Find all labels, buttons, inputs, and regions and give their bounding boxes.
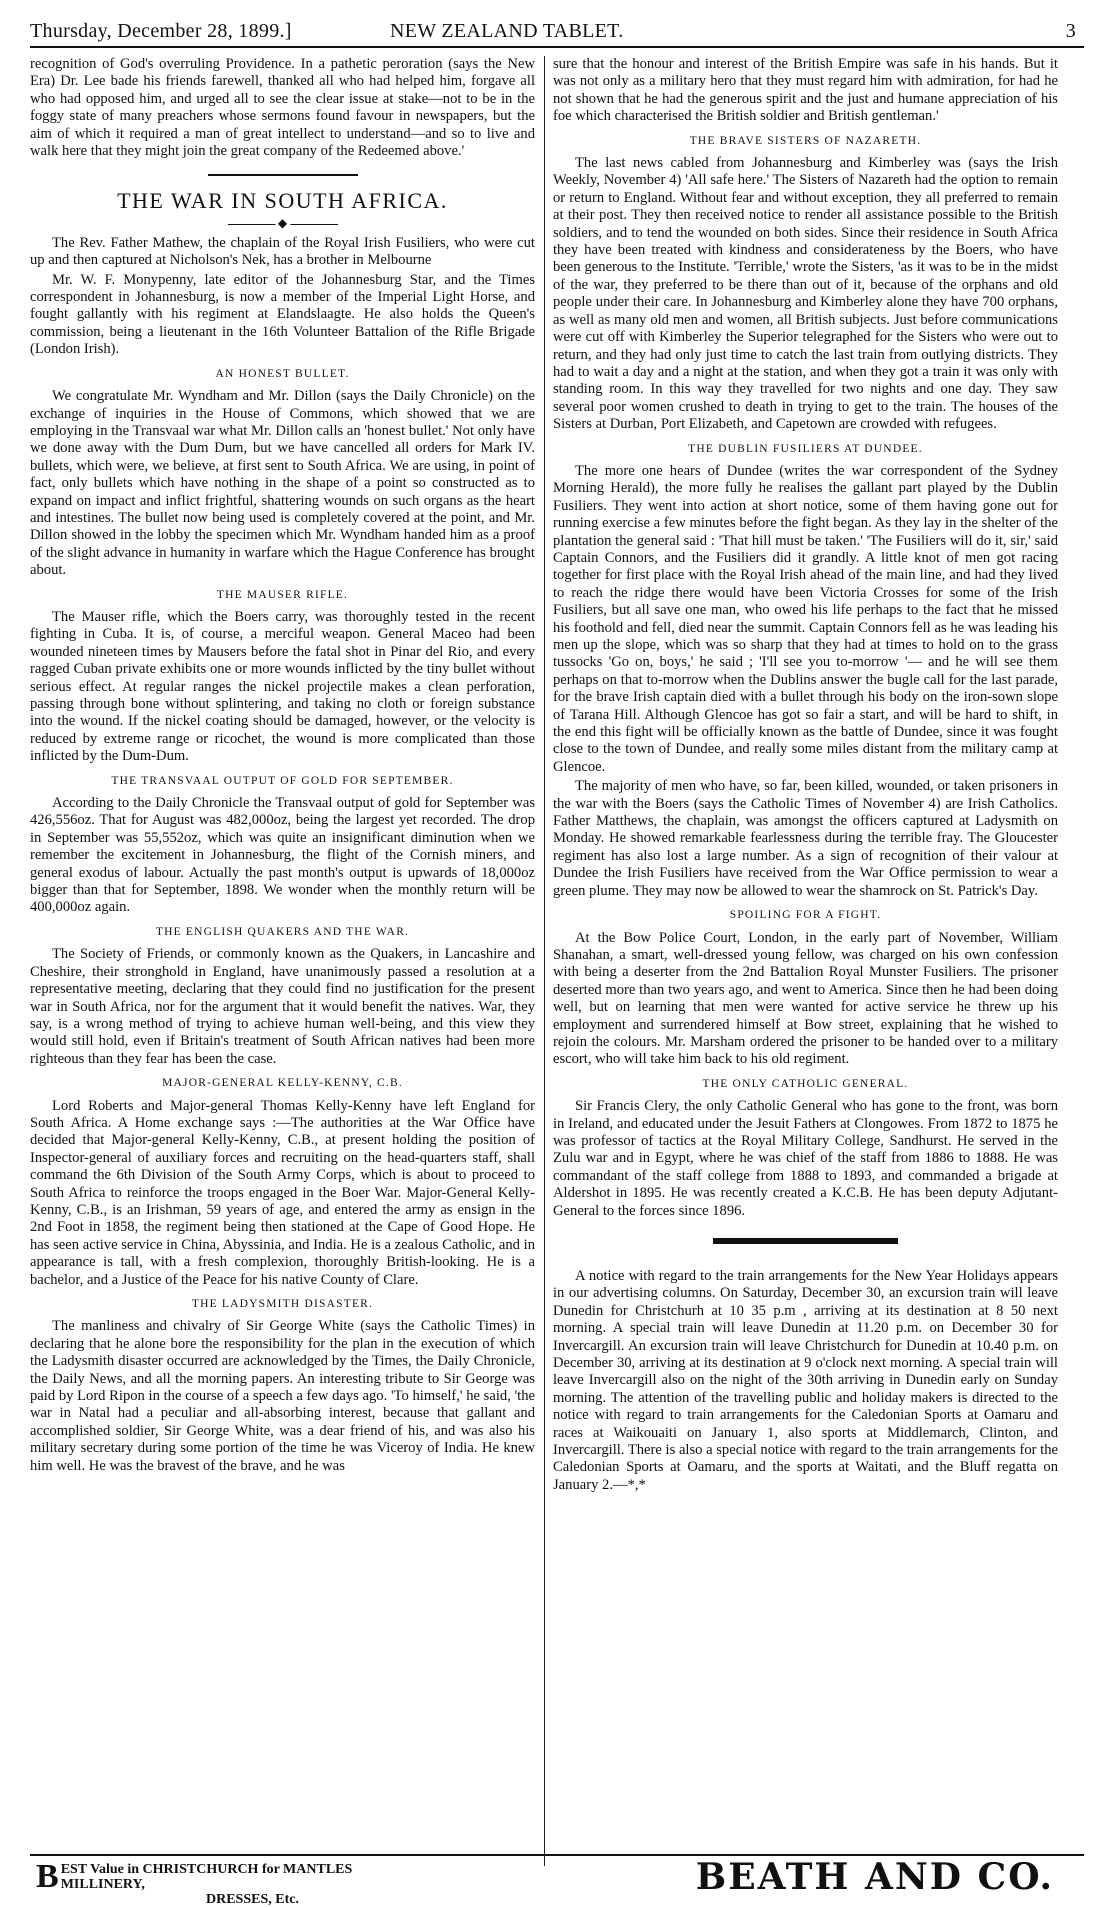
article-paragraph: The Society of Friends, or commonly known as the Quakers, in Lancashire and Cheshire, their stronghold in England, have unanimously passed a resolution at a representative meeting, declaring that they could find no justification for the present war in South Africa, nor for the argument that it would benefit the natives. War, they say, is a wrong method of trying to achieve human well-being, and this view they would still hold, even if Britain's treatment of South African natives had been more righteous than they fear has been the case. — [30, 946, 535, 1067]
subheading: THE DUBLIN FUSILIERS AT DUNDEE. — [688, 442, 923, 455]
article-paragraph: The manliness and chivalry of Sir George White (says the Catholic Times) in declaring that he alone bore the responsibility for the plan in the execution of which the Ladysmith disaster occurred are acknowledged by the Times, the Daily Chronicle, the Daily News, and all the morning papers. An interesting tribute to Sir George was paid by Lord Ripon in the course of a speech a few days ago. 'To himself,' he said, 'the war in Natal had a peculiar and all-absorbing interest, because that gallant and accomplished soldier, Sir George White, was a dear friend of his, and was also his military secretary during some portion of the time he was Viceroy of India. He knew him well. He was the bravest of the brave, and he was — [30, 1318, 535, 1474]
article-paragraph: According to the Daily Chronicle the Transvaal output of gold for September was 426,556oz. That for August was 482,000oz, being the largest yet recorded. The drop in September was 55,552oz, which was quite an insignificant diminution when we remember the excitement in Johannesburg, the flight of the Cornish miners, and general exodus of labour. Actually the past month's output is upwards of 18,000oz bigger than that for September, 1898. We wonder when the monthly return will be 400,000oz again. — [30, 795, 535, 916]
section-rule — [713, 1238, 898, 1244]
newspaper-page — [30, 12, 1084, 1907]
subheading: MAJOR-GENERAL KELLY-KENNY, C.B. — [162, 1077, 403, 1090]
section-headline: THE WAR IN SOUTH AFRICA. — [117, 188, 448, 214]
subheading: THE ENGLISH QUAKERS AND THE WAR. — [155, 925, 410, 938]
page-number: 3 — [1065, 20, 1076, 42]
subheading: THE LADYSMITH DISASTER. — [191, 1298, 374, 1310]
ornament-rule — [228, 224, 338, 225]
footer-advertisement — [30, 1854, 1084, 1907]
ad-initial: B — [36, 1858, 59, 1895]
article-paragraph: The majority of men who have, so far, been killed, wounded, or taken prisoners in the war with the Boers (says the Catholic Times of November 4) are Irish Catholics. Father Matthews, the chaplain, was amongst the officers captured at Ladysmith on Monday. He showed remarkable fearlessness during the terrible fray. The Gloucester regiment has also lost a large number. As a sign of recognition of their valour at Dundee the Irish Fusiliers have received from the War Office permission to wear a green plume. They may now be allowed to wear the shamrock on St. Patrick's Day. — [553, 778, 1058, 899]
subheading: SPOILING FOR A FIGHT. — [729, 909, 882, 922]
notice-paragraph: A notice with regard to the train arrangements for the New Year Holidays appears in our advertising columns. On Saturday, December 30, an excursion train will leave Dunedin for Christchurh at 10 35 p.m , arriving at its destination at 8 50 next morning. A special train will leave Dunedin at 11.20 p.m. on December 30 for Invercargill. An excursion train will leave Christchurch for Dunedin at 10.40 p.m. on December 30, arriving at its destination at 9 o'clock next morning. A special train will leave Invercargill also on the night of the 30th arriving in Dunedin early on Sunday morning. The attention of the travelling public and holiday makers is directed to the notice with regard to train arrangements for the Caledonian Sports at Oamaru and races at Waikouaiti on January 1, also sports at Middlemarch, Clinton, and Invercargill. There is also a special notice with regard to the train arrangements for the Caledonian Sports at Oamaru, and the sports at Waitati, and the Bluff regatta on January 2.—*,* — [553, 1268, 1058, 1493]
ad-text — [36, 1858, 415, 1907]
article-paragraph: Sir Francis Clery, the only Catholic General who has gone to the front, was born in Ireland, and educated under the Jesuit Fathers at Clongowes. From 1872 to 1875 he was professor of tactics at the Royal Military College, Sandhurst. He served in the Zulu war and in Egypt, where he was chief of the staff from 1886 to 1888. He was commandant of the staff college from 1888 to 1893, and commanded a brigade at Aldershot in 1895. He was recently created a K.C.B. He has been deputy Adjutant-General to the forces since 1896. — [553, 1098, 1058, 1219]
subheading: THE BRAVE SISTERS OF NAZARETH. — [689, 134, 922, 147]
article-paragraph: Mr. W. F. Monypenny, late editor of the Johannesburg Star, and the Times correspondent in Johannesburg, is now a member of the Imperial Light Horse, and fought gallantly with his regiment at Elandslaagte. He also holds the Queen's commission, being a lieutenant in the 16th Volunteer Battalion of the Rifle Brigade (London Irish). — [30, 271, 535, 358]
subheading: AN HONEST BULLET. — [215, 367, 350, 380]
article-paragraph: We congratulate Mr. Wyndham and Mr. Dillon (says the Daily Chronicle) on the exchange of inquiries in the House of Commons, which showed that we are employing in the Transvaal war what Mr. Dillon calls an 'honest bullet.' Not only have we done away with the Dum Dum, but we have cancelled all orders for Mark IV. bullets, which were, we believe, at first sent to South Africa. We are using, in point of fact, only bullets which have nothing in the shape of a point so constructed as to expand on impact and inflict frightful, shattering wounds on such organs as the heart and intestines. The bullet now being used is completely covered at the point, and Mr. Dillon showed in the lobby the specimen which Mr. Wyndham handed him as a proof of the slight advance in humanity in warfare which the Hague Conference has brought about. — [30, 388, 535, 579]
continued-paragraph: sure that the honour and interest of the British Empire was safe in his hands. But it was not only as a military hero that they must regard him with admiration, for had he not shown that he had the generous spirit and the just and humane appreciation of his foe which characterised the British soldier and British gentleman.' — [553, 56, 1058, 125]
section-rule — [208, 174, 358, 176]
masthead — [30, 12, 1084, 48]
article-paragraph: The Rev. Father Mathew, the chaplain of the Royal Irish Fusiliers, who were cut up and then captured at Nicholson's Nek, has a brother in Melbourne — [30, 234, 535, 269]
ad-line: EST Value in CHRISTCHURCH for MANTLES MILLINERY, — [60, 1862, 353, 1892]
subheading: THE TRANSVAAL OUTPUT OF GOLD FOR SEPTEMBER. — [111, 774, 454, 787]
article-paragraph: The more one hears of Dundee (writes the war correspondent of the Sydney Morning Herald), the more fully he realises the gallant part played by the Dublin Fusiliers. They went into action at short notice, some of them having gone out for running exercise a few minutes before the fight began. As they lay in the shelter of the plantation the general said : 'That hill must be taken.' 'The Fusiliers will do it, sir,' said Captain Connors, and the Fusiliers did it grandly. A little knot of men got racing together for first place with the Royal Irish ahead of the main line, and had they lived to reach the ridge there would have been Victoria Crosses for some of the Irish Fusiliers, but all save one man, who owed his life perhaps to the fact that he missed his foothold and fell, died near the summit. Captain Connors fell as he was leading his men up the slope, which was so sharp that they had at times to hold on to the grass tussocks 'Go on, boys,' he said ; 'I'll see you to-morrow '— and he will see them perhaps on that to-morrow when the Dublins answer the bugle call for the last parade, for the brave Irish captain died with a bullet through his body on the iron-sown slope of Tarana Hill. Although Glencoe has got so fair a start, and will be hard to shift, in the end this fight will be officially known as the battle of Dundee, since it was fought close to the town of Dundee, and really some miles distant from the military camp at Glencoe. — [553, 462, 1058, 775]
right-column — [553, 56, 1058, 1856]
subheading: THE ONLY CATHOLIC GENERAL. — [702, 1077, 909, 1090]
column-divider — [544, 56, 545, 1866]
subheading: THE MAUSER RIFLE. — [216, 588, 349, 601]
brand-name: BEATH AND CO. — [695, 1856, 1054, 1898]
article-paragraph: Lord Roberts and Major-general Thomas Kelly-Kenny have left England for South Africa. A Home exchange says :—The authorities at the War Office have decided that Major-general Kelly-Kenny, C.B., at present holding the position of Inspector-general of auxiliary forces and recruiting on the head-quarters staff, shall command the 6th Division of the South Army Corps, which is about to proceed to South Africa to reinforce the troops engaged in the Boer War. Major-General Kelly-Kenny, C.B., is an Irishman, 59 years of age, and entered the army as ensign in the 2nd Foot in 1858, the regiment being then stationed at the Cape of Good Hope. He has seen active service in China, Abyssinia, and India. He is a zealous Catholic, and in appearance is tall, with a fresh complexion, thoroughly British-looking. He is a bachelor, and a Justice of the Peace for his native County of Clare. — [30, 1097, 535, 1288]
left-column — [30, 56, 535, 1856]
issue-date: Thursday, December 28, 1899.] — [30, 20, 292, 42]
article-paragraph: At the Bow Police Court, London, in the early part of November, William Shanahan, a smart, well-dressed young fellow, was charged on his own confession with being a deserter from the 2nd Battalion Royal Munster Fusiliers. The prisoner deserted more than two years ago, and went to America. Since then he had been doing well, but on learning that men were wanted for active service he threw up his employment and surrendered himself at Bow street, explaining that he wished to rejoin the colours. Mr. Marsham ordered the prisoner to be handed over to a military escort, who will take him back to his old regiment. — [553, 929, 1058, 1068]
article-paragraph: The Mauser rifle, which the Boers carry, was thoroughly tested in the recent fighting in Cuba. It is, of course, a merciful weapon. General Maceo had been wounded nineteen times by Mausers before the fatal shot in Pinar del Rio, and every ragged Cuban private exhibits one or more wounds inflicted by the tiny bullet without serious effect. At regular ranges the nickel projectile makes a clean perforation, passing through bone without splintering, and taking no cloth or foreign substance into the wound. If the nickel coating should be damaged, however, or the velocity is reduced by extreme range or ricochet, the wound is more complicated than those inflicted by the Dum-Dum. — [30, 608, 535, 765]
ad-line: DRESSES, Etc. — [206, 1892, 299, 1907]
newspaper-title: NEW ZEALAND TABLET. — [390, 20, 624, 42]
continued-paragraph: recognition of God's overruling Providence. In a pathetic peroration (says the New Era) Dr. Lee bade his friends farewell, thanked all who had helped him, forgave all who had opposed him, and urged all to see the clear issue at stake—not to be in the foggy state of many preachers whose sermons found favour in newspapers, but the aim of which it required a man of great intellect to understand—and so to live and walk here that they might join the great company of the Redeemed above.' — [30, 56, 535, 160]
article-paragraph: The last news cabled from Johannesburg and Kimberley was (says the Irish Weekly, November 4) 'All safe here.' The Sisters of Nazareth had the option to remain or return to England. Without fear and without exception, they all preferred to remain at their post. They then received notice to render all assistance possible to the British soldiers, and to tend the wounded on both sides. Since their residence in South Africa they have been treated with kindness and considerateness by the Boers, who have been generous to the Institute. 'Terrible,' wrote the Sisters, 'as it was to be in the midst of the war, they preferred to be there than out of it, because of the orphans and old people under their care. In Johannesburg and Kimberley alone they have 700 orphans, as well as many old men and women, all British subjects. Just before communications were cut off with Kimberley the Superior telegraphed for the Sisters who were out to return, and they had only just time to catch the last train from outlying districts. They had to wait a day and a night at the station, and when they got a train it was only with standing room. In this way they travelled for two nights and one day. They saw several poor women crushed to death in trying to get to the train. The houses of the Sisters at Durban, Port Elizabeth, and Capetown are crowded with refugees. — [553, 155, 1058, 433]
